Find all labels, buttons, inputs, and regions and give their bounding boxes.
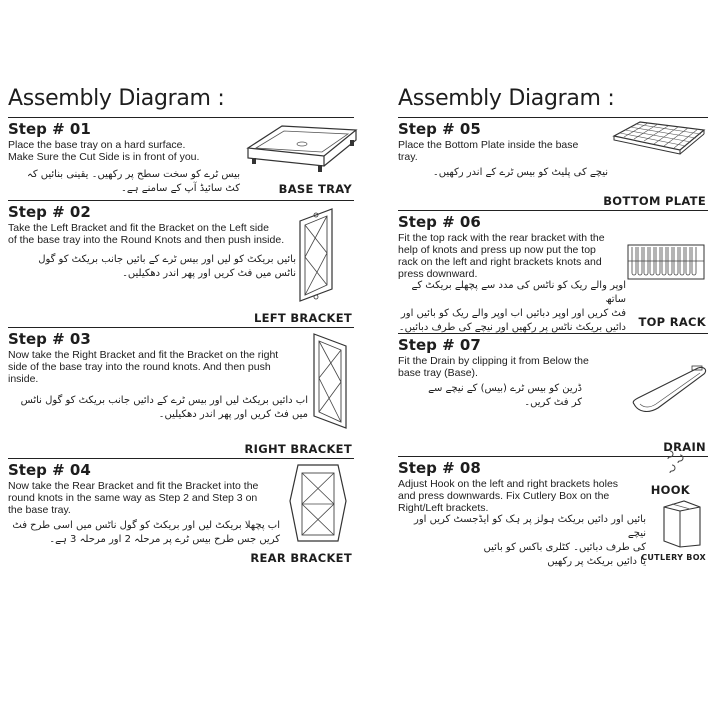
- step-urdu-text: اب پچھلا بریکٹ لیں اور بریکٹ کو گول ناٹس میں اسی طرح فٹ کریں جس طرح بیس ٹرے پر مرحلہ 2 اور مرحلہ 3 ہے۔: [12, 520, 280, 545]
- right-column: [398, 86, 708, 577]
- part-label: REAR BRACKET: [250, 551, 352, 565]
- page-heading: Assembly Diagram :: [8, 86, 225, 111]
- part-label: CUTLERY BOX: [641, 553, 706, 562]
- step-text: Now take the Right Bracket and fit the Bracket on the right side of the base tray into the round knots. And then push inside.: [8, 349, 279, 385]
- step-text: Fit the top rack with the rear bracket with the help of knots and press up now put the top rack on the left and right brackets knots and press downward.: [398, 232, 605, 280]
- step-title: Step # 08: [398, 459, 481, 477]
- step-title: Step # 05: [398, 120, 481, 138]
- step-01: [8, 117, 354, 200]
- bottom-plate-icon: [610, 120, 706, 164]
- part-label: DRAIN: [663, 440, 706, 454]
- step-07: [398, 333, 708, 456]
- step-text: Place the base tray on a hard surface. Make Sure the Cut Side is in front of you.: [8, 139, 200, 163]
- step-04: [8, 458, 354, 569]
- step-urdu-text: نیچے کی پلیٹ کو بیس ٹرے کے اندر رکھیں۔: [432, 167, 608, 178]
- step-title: Step # 01: [8, 120, 91, 138]
- step-urdu-text: ڈرین کو بیس ٹرے (بیس) کے نیچے سے کر فٹ کریں۔: [428, 383, 582, 408]
- left-bracket-icon: [296, 207, 336, 305]
- part-label: TOP RACK: [638, 315, 706, 329]
- part-label: LEFT BRACKET: [253, 311, 352, 325]
- step-urdu-text: بیس ٹرے کو سخت سطح پر رکھیں۔ یقینی بنائیں کہ کٹ سائیڈ آپ کے سامنے ہے۔: [26, 169, 240, 194]
- rear-bracket-icon: [288, 461, 348, 549]
- cutlery-box-icon: [660, 497, 704, 549]
- step-05: [398, 117, 708, 210]
- base-tray-icon: [240, 120, 360, 178]
- page-heading: Assembly Diagram :: [398, 86, 615, 111]
- part-label: RIGHT BRACKET: [244, 442, 352, 456]
- step-text: Adjust Hook on the left and right brackets holes and press downwards. Fix Cutlery Box on the Right/Left brackets.: [398, 478, 619, 514]
- step-title: Step # 02: [8, 203, 91, 221]
- step-08: [398, 456, 708, 577]
- step-urdu-text: اوپر والے ریک کو ناٹس کی مدد سے پچھلے بریکٹ کے ساتھ فٹ کریں اور اوپر دبائیں اب اوپر والے ریک کو بائیں اور دائیں بریکٹ ناٹس پر رکھیں اور نیچے کی طرف دبائیں۔: [398, 280, 626, 333]
- part-label: BASE TRAY: [278, 182, 352, 196]
- step-06: [398, 210, 708, 333]
- step-title: Step # 04: [8, 461, 91, 479]
- right-bracket-icon: [308, 332, 352, 432]
- step-text: Take the Left Bracket and fit the Bracket on the Left side of the base tray into the Round Knots and then push inside.: [8, 222, 285, 246]
- step-03: [8, 327, 354, 458]
- step-text: Now take the Rear Bracket and fit the Bracket into the round knots in the same way as Step 2 and Step 3 on the base tray.: [8, 480, 259, 516]
- step-02: [8, 200, 354, 327]
- hook-icon: [662, 449, 692, 477]
- step-urdu-text: بائیں اور دائیں بریکٹ ہولز پر ہک کو ایڈجسٹ کریں اور نیچے کی طرف دبائیں۔ کٹلری باکس کو بائیں یا دائیں بریکٹ پر رکھیں: [413, 514, 646, 567]
- top-rack-icon: [626, 241, 706, 283]
- step-title: Step # 06: [398, 213, 481, 231]
- step-title: Step # 07: [398, 336, 481, 354]
- left-column: [8, 86, 354, 569]
- part-label: BOTTOM PLATE: [603, 194, 706, 208]
- step-urdu-text: اب دائیں بریکٹ لیں اور بیس ٹرے کے دائیں جانب بریکٹ کو گول ناٹس میں فٹ کریں اور پھر اندر دھکیلیں۔: [20, 395, 308, 420]
- step-text: Place the Bottom Plate inside the base tray.: [398, 139, 579, 163]
- step-urdu-text: بائیں بریکٹ کو لیں اور بیس ٹرے کے بائیں جانب بریکٹ کو گول ناٹس میں فٹ کریں اور پھر اندر دھکیلیں۔: [38, 254, 296, 279]
- step-text: Fit the Drain by clipping it from Below the base tray (Base).: [398, 355, 589, 379]
- step-title: Step # 03: [8, 330, 91, 348]
- part-label: HOOK: [650, 483, 690, 497]
- drain-icon: [628, 364, 708, 420]
